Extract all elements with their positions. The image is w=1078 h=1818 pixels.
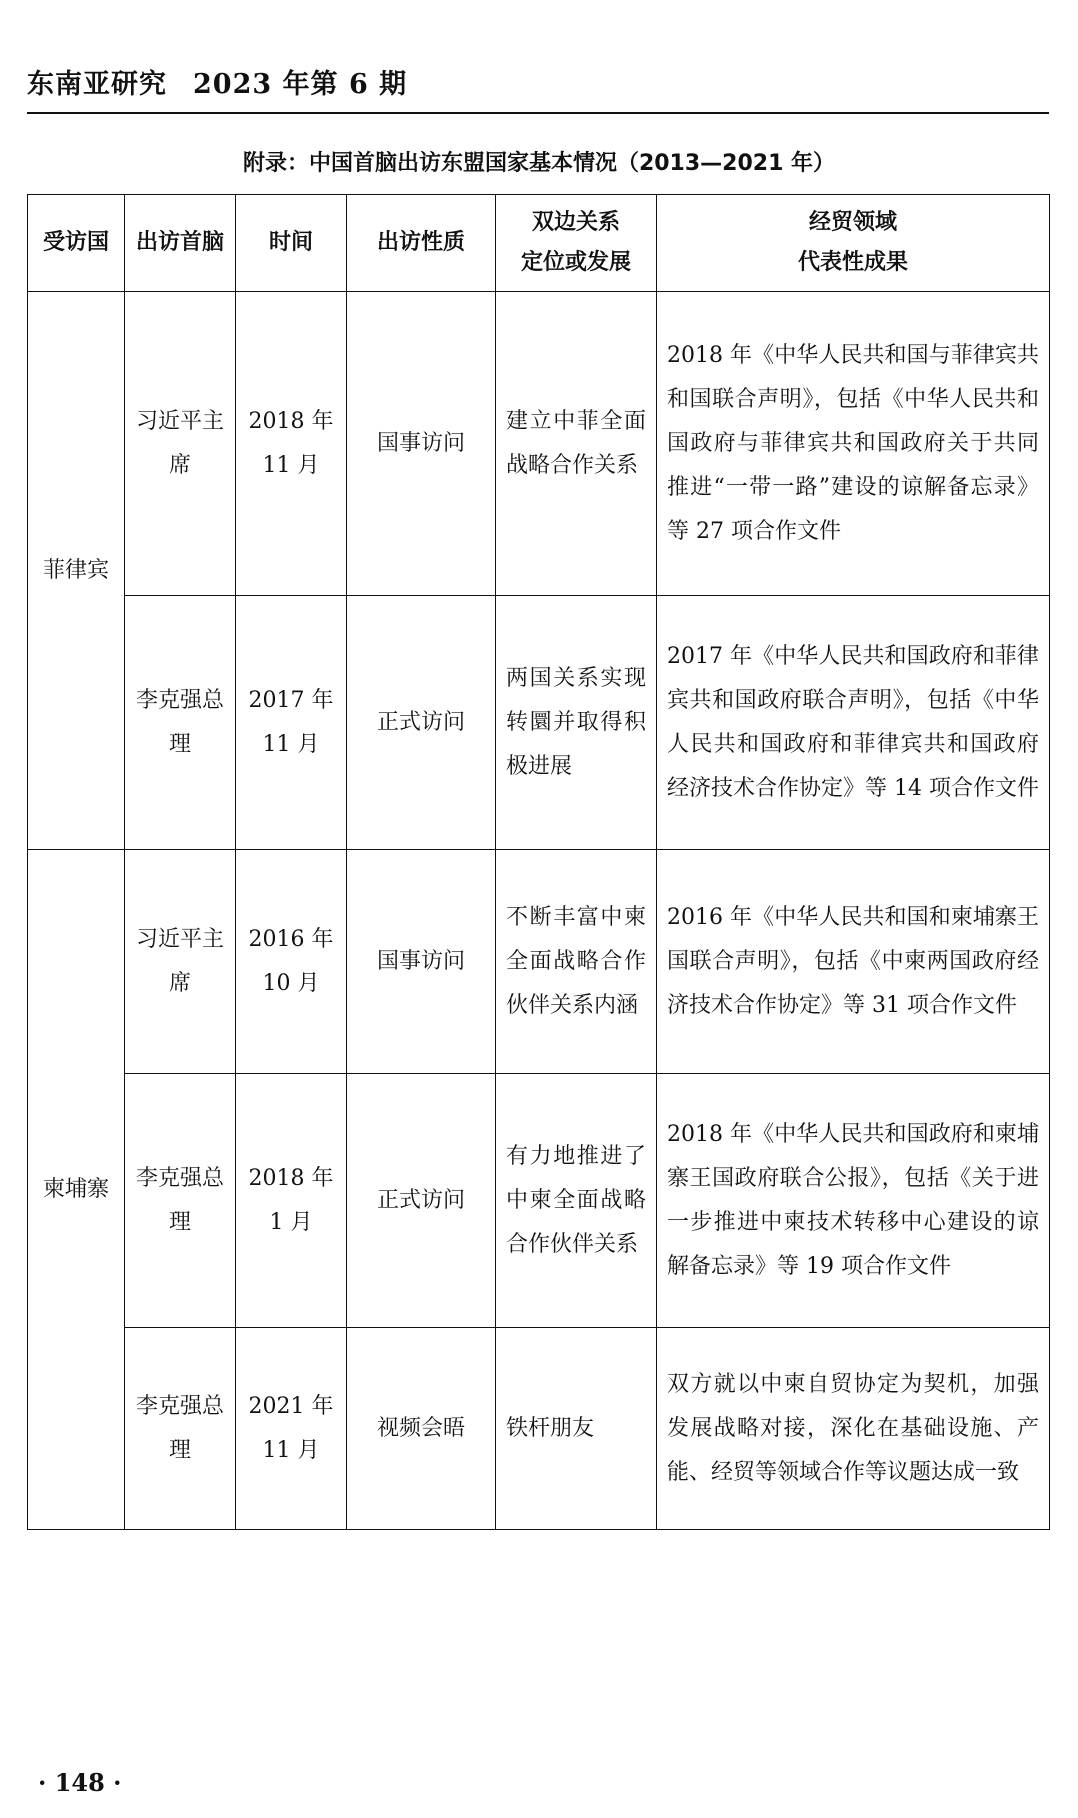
column-header-time: 时间 [236,195,347,292]
time-cell: 2017 年 11 月 [236,596,347,850]
column-header-nature: 出访性质 [347,195,496,292]
relation-cell: 不断丰富中柬全面战略合作伙伴关系内涵 [496,850,657,1074]
country-cell: 柬埔寨 [28,850,125,1530]
nature-cell: 国事访问 [347,292,496,596]
nature-cell: 视频会晤 [347,1328,496,1530]
time-cell: 2021 年 11 月 [236,1328,347,1530]
column-header-country: 受访国 [28,195,125,292]
result-cell: 2016 年《中华人民共和国和柬埔寨王国联合声明》，包括《中柬两国政府经济技术合作协定》等 31 项合作文件 [657,850,1050,1074]
page-number: · 148 · [38,1768,122,1797]
table-row [28,596,1050,850]
nature-cell: 正式访问 [347,1074,496,1328]
nature-cell: 正式访问 [347,596,496,850]
journal-name: 东南亚研究 [27,69,167,100]
time-cell: 2016 年 10 月 [236,850,347,1074]
leader-cell: 李克强总理 [125,1328,236,1530]
issue-label: 2023 年第 6 期 [193,69,408,100]
result-cell: 双方就以中柬自贸协定为契机，加强发展战略对接，深化在基础设施、产能、经贸等领域合作等议题达成一致 [657,1328,1050,1530]
appendix-table [27,194,1050,1530]
header-rule [27,112,1049,114]
leader-cell: 李克强总理 [125,1074,236,1328]
table-row [28,850,1050,1074]
column-header-relation-line1: 双边关系 [531,210,620,235]
relation-cell: 有力地推进了中柬全面战略合作伙伴关系 [496,1074,657,1328]
result-cell: 2017 年《中华人民共和国政府和菲律宾共和国政府联合声明》，包括《中华人民共和国政府和菲律宾共和国政府经济技术合作协定》等 14 项合作文件 [657,596,1050,850]
result-cell: 2018 年《中华人民共和国与菲律宾共和国联合声明》，包括《中华人民共和国政府与菲律宾共和国政府关于共同推进“一带一路”建设的谅解备忘录》等 27 项合作文件 [657,292,1050,596]
header-row [28,195,1050,292]
table-title: 附录：中国首脑出访东盟国家基本情况（2013—2021 年） [242,151,836,176]
relation-cell: 铁杆朋友 [496,1328,657,1530]
column-header-result-line1: 经贸领域 [808,210,897,235]
result-cell: 2018 年《中华人民共和国政府和柬埔寨王国政府联合公报》，包括《关于进一步推进中柬技术转移中心建设的谅解备忘录》等 19 项合作文件 [657,1074,1050,1328]
leader-cell: 习近平主席 [125,292,236,596]
relation-cell: 建立中菲全面战略合作关系 [496,292,657,596]
relation-cell: 两国关系实现转圜并取得积极进展 [496,596,657,850]
leader-cell: 李克强总理 [125,596,236,850]
leader-cell: 习近平主席 [125,850,236,1074]
nature-cell: 国事访问 [347,850,496,1074]
table-row [28,292,1050,596]
column-header-relation [496,195,657,292]
column-header-leader: 出访首脑 [125,195,236,292]
time-cell: 2018 年 11 月 [236,292,347,596]
running-head [27,62,1049,101]
time-cell: 2018 年 1 月 [236,1074,347,1328]
table-row [28,1328,1050,1530]
column-header-result-line2: 代表性成果 [797,250,908,275]
column-header-relation-line2: 定位或发展 [520,250,631,275]
column-header-result [657,195,1050,292]
table-row [28,1074,1050,1328]
country-cell: 菲律宾 [28,292,125,850]
